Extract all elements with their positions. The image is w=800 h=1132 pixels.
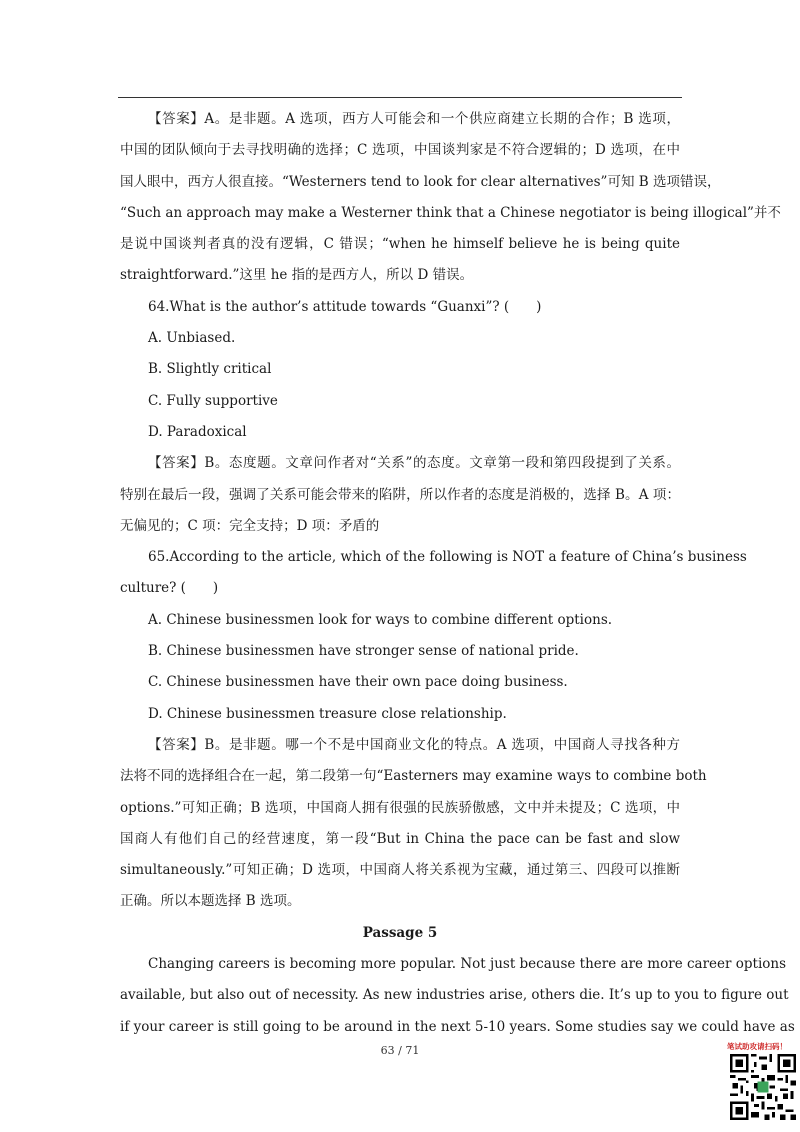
answer-65-line: 正确。所以本题选择 B 选项。 <box>120 893 301 910</box>
question-65: culture? ( ) <box>120 580 219 597</box>
option-64-b: B. Slightly critical <box>148 361 272 378</box>
answer-65-line: simultaneously.”可知正确；D 选项，中国商人将关系视为宝藏，通过第三、四段可以推断 <box>120 862 680 879</box>
answer-63-line: 国人眼中，西方人很直接。“Westerners tend to look for clear alternatives”可知 B 选项错误， <box>120 173 721 190</box>
question-64: 64.What is the author’s attitude towards “Guanxi”? ( ) <box>148 298 542 315</box>
header-rule <box>118 97 682 98</box>
answer-65-line: 国商人有他们自己的经营速度，第一段“But in China the pace can be fast and slow <box>120 830 680 847</box>
page-content <box>120 104 795 1043</box>
passage-5-line: Changing careers is becoming more popular. Not just because there are more career options <box>148 956 787 973</box>
option-64-d: D. Paradoxical <box>148 423 247 440</box>
qr-code-block <box>727 1041 799 1129</box>
answer-64-line: 特别在最后一段，强调了关系可能会带来的陷阱，所以作者的态度是消极的，选择 B。A 项： <box>120 486 680 503</box>
answer-64-line: 【答案】B。态度题。文章问作者对“关系”的态度。文章第一段和第四段提到了关系。 <box>148 455 680 472</box>
page-number: 63 / 71 <box>380 1044 420 1057</box>
option-65-d: D. Chinese businessmen treasure close relationship. <box>148 705 507 722</box>
option-65-b: B. Chinese businessmen have stronger sense of national pride. <box>148 643 579 660</box>
answer-65-line: options.”可知正确；B 选项，中国商人拥有很强的民族骄傲感，文中并未提及；C 选项，中 <box>120 799 680 816</box>
qr-code-icon <box>730 1054 796 1120</box>
option-65-c: C. Chinese businessmen have their own pace doing business. <box>148 674 568 691</box>
passage-5-line: available, but also out of necessity. As new industries arise, others die. It’s up to you to figure out <box>120 987 789 1004</box>
option-64-c: C. Fully supportive <box>148 392 278 409</box>
answer-65-line: 法将不同的选择组合在一起，第二段第一句“Easterners may examine ways to combine both <box>120 768 707 785</box>
answer-63-line: 【答案】A。是非题。A 选项，西方人可能会和一个供应商建立长期的合作；B 选项， <box>148 111 680 127</box>
answer-65-line: 【答案】B。是非题。哪一个不是中国商业文化的特点。A 选项，中国商人寻找各种方 <box>148 736 680 753</box>
answer-63-line: “Such an approach may make a Westerner think that a Chinese negotiator is being illogical”并不 <box>120 204 781 221</box>
answer-63-line: 中国的团队倾向于去寻找明确的选择；C 选项，中国谈判家是不符合逻辑的；D 选项，在中 <box>120 142 680 159</box>
question-65: 65.According to the article, which of the following is NOT a feature of China’s business <box>148 549 747 566</box>
passage-heading: Passage 5 <box>362 924 438 941</box>
option-64-a: A. Unbiased. <box>148 330 236 347</box>
passage-5-line: if your career is still going to be around in the next 5-10 years. Some studies say we could have as <box>120 1018 795 1035</box>
answer-64-line: 无偏见的；C 项：完全支持；D 项：矛盾的 <box>120 517 380 534</box>
qr-caption: 笔试助攻请扫码！ <box>727 1042 787 1051</box>
answer-63-line: straightforward.”这里 he 指的是西方人，所以 D 错误。 <box>120 267 474 284</box>
option-65-a: A. Chinese businessmen look for ways to combine different options. <box>148 611 613 628</box>
answer-63-line: 是说中国谈判者真的没有逻辑，C 错误；“when he himself believe he is being quite <box>120 236 680 253</box>
